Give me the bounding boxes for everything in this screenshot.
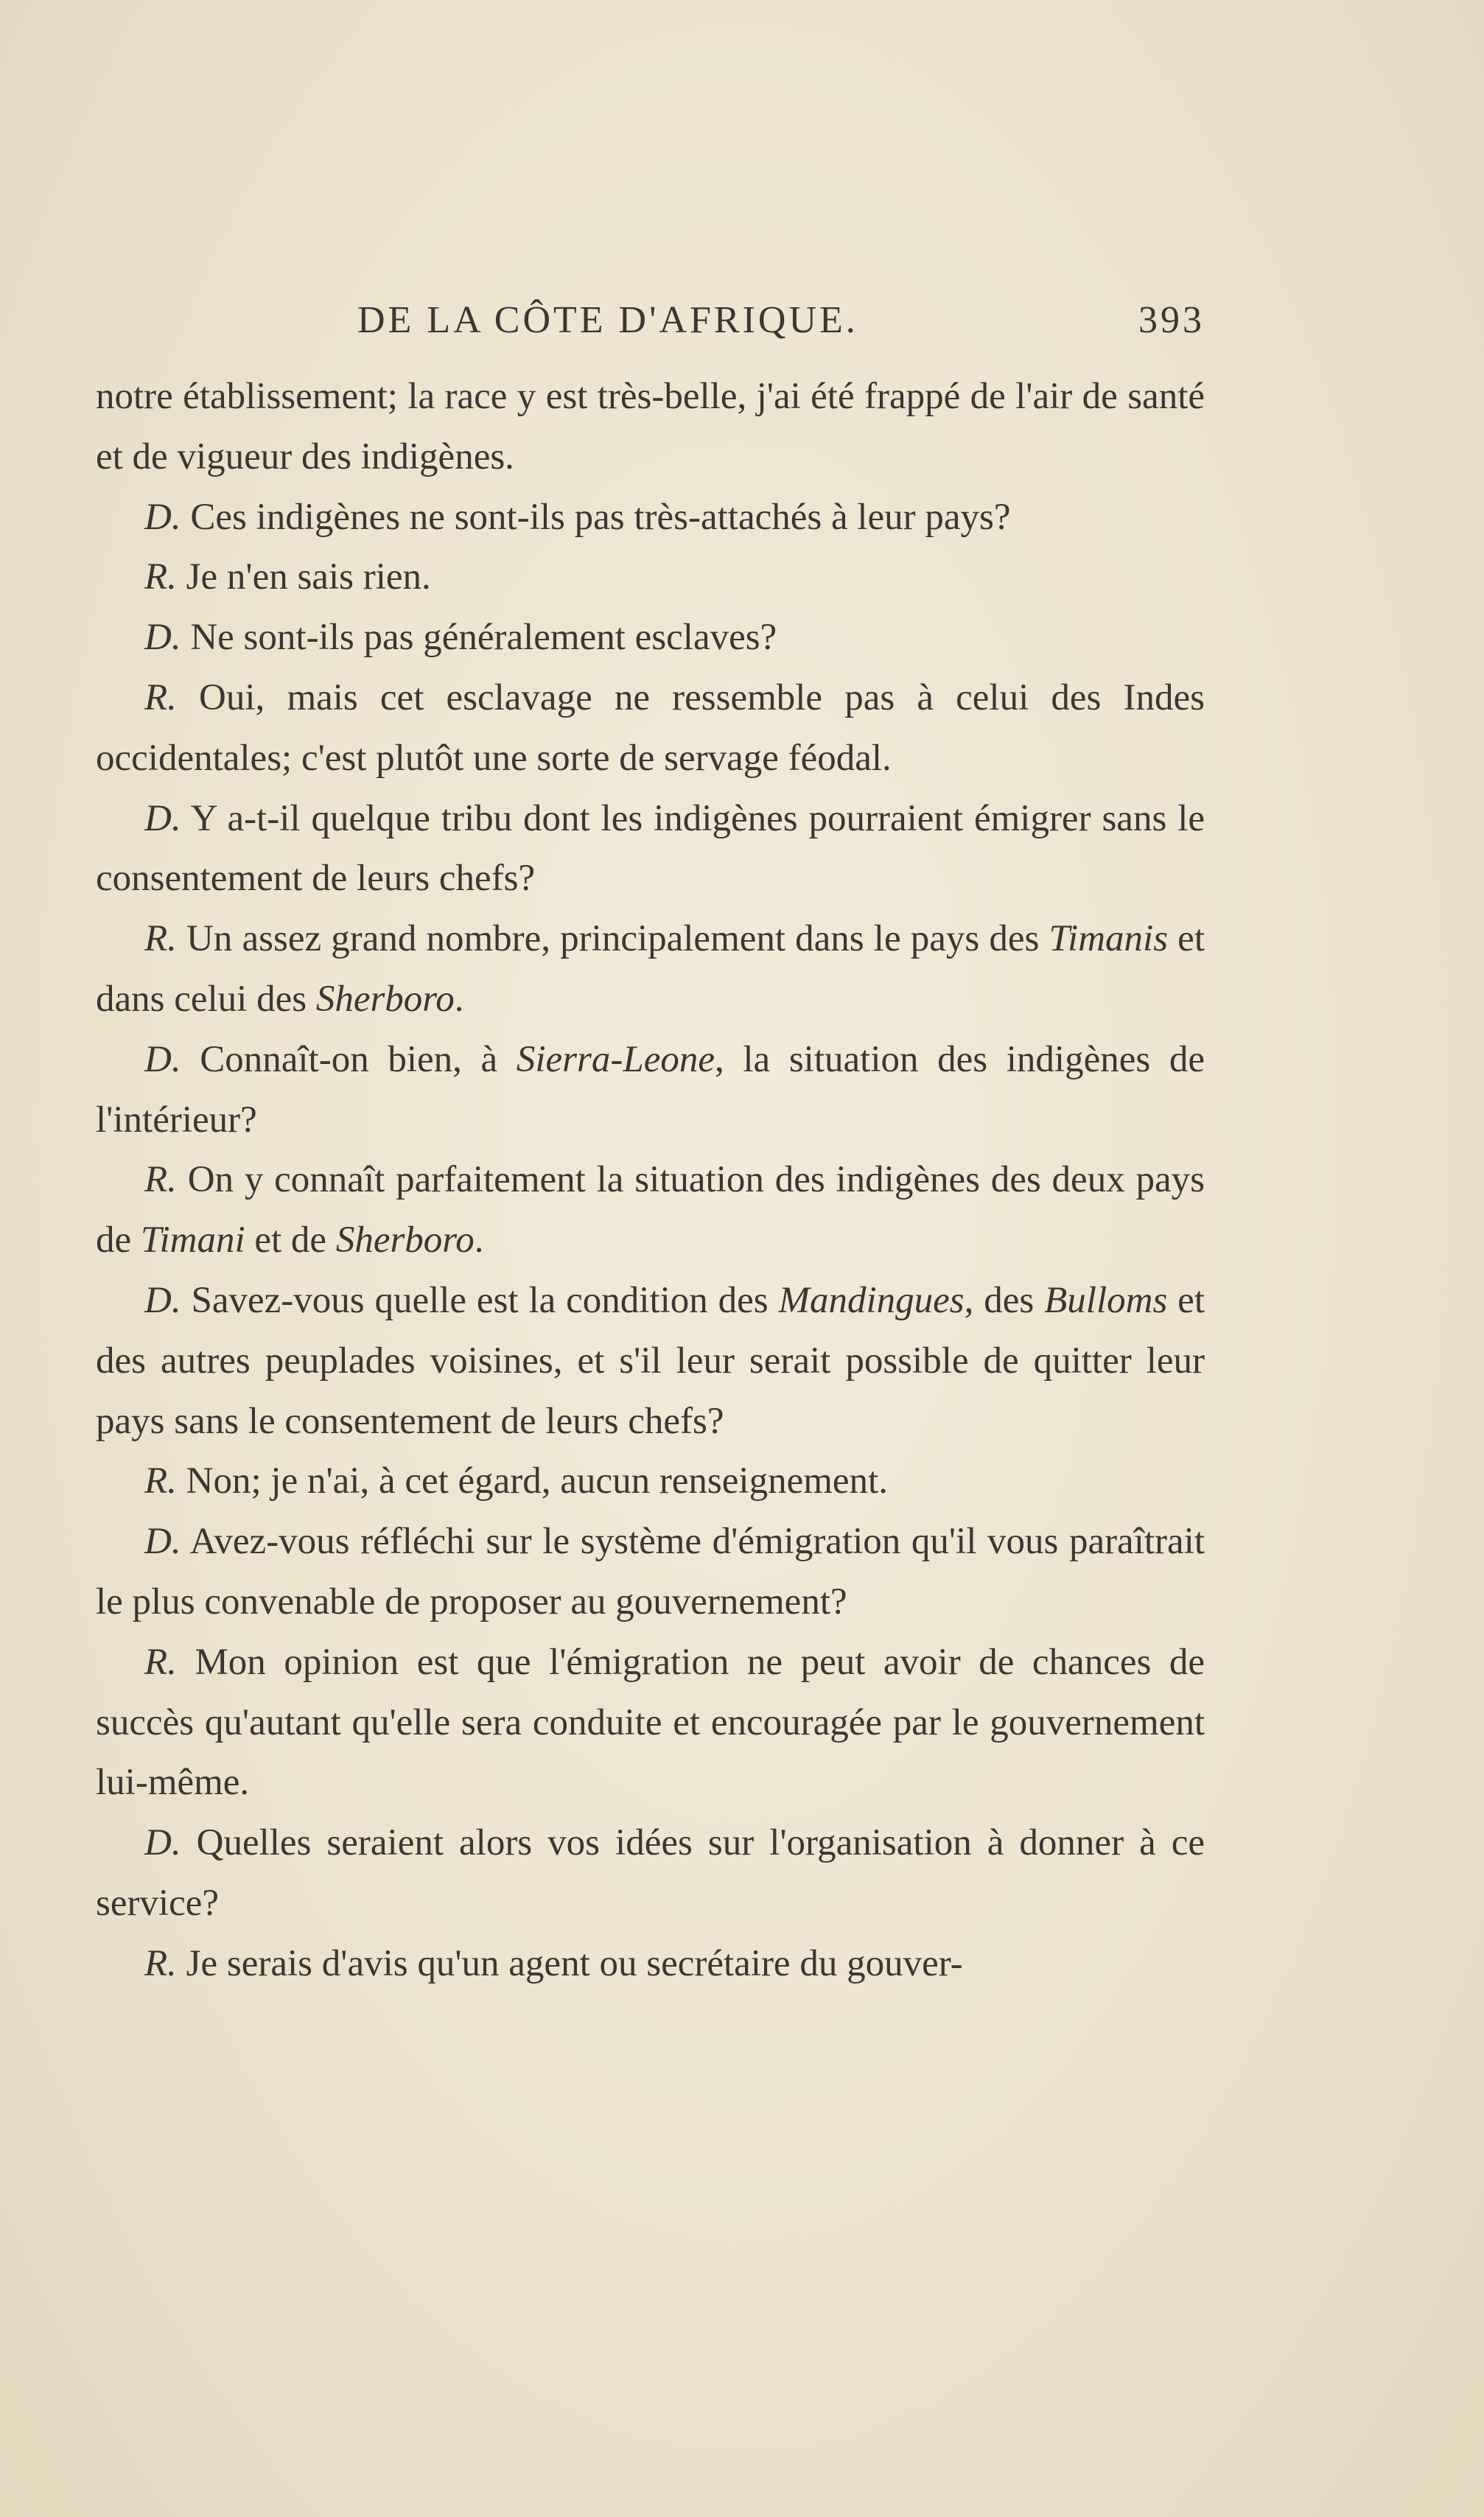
text-run: Y a-t-il quelque tribu dont les indigènes pourraient émigrer sans le consentement de leurs chefs?	[96, 797, 1205, 900]
text-run: Oui, mais cet esclavage ne ressemble pas à celui des Indes occidentales; c'est plutôt une sorte de servage féodal.	[96, 676, 1205, 779]
text-run: et de	[245, 1219, 336, 1261]
speaker-label: R.	[144, 676, 177, 718]
paragraph	[96, 1934, 1205, 1995]
speaker-label: R.	[144, 1641, 177, 1683]
text-run: Un assez grand nombre, principalement dans le pays des	[176, 918, 1049, 960]
paragraph	[96, 547, 1205, 608]
paragraph	[96, 367, 1205, 488]
paragraph	[96, 1030, 1205, 1151]
text-run: notre établissement; la race y est très-belle, j'ai été frappé de l'air de santé et de vigueur des indigènes.	[96, 376, 1205, 477]
text-run: .	[454, 978, 464, 1020]
italic-text: Sherboro	[315, 978, 455, 1020]
paragraph	[96, 1150, 1205, 1271]
speaker-label: D.	[144, 1279, 181, 1321]
speaker-label: D.	[144, 1038, 181, 1080]
italic-text: Timanis	[1049, 918, 1169, 960]
text-run: Quelles seraient alors vos idées sur l'organisation à donner à ce service?	[96, 1822, 1205, 1924]
speaker-label: D.	[144, 1822, 181, 1864]
italic-text: Mandingues	[778, 1279, 965, 1321]
running-header	[96, 291, 1205, 350]
running-title: DE LA CÔTE D'AFRIQUE.	[357, 299, 858, 341]
text-run: , la situation des indigènes de l'intérieur?	[96, 1038, 1205, 1141]
italic-text: Sierra-Leone	[516, 1038, 715, 1080]
text-run: On y connaît parfaitement la situation des indigènes des deux pays de	[96, 1159, 1205, 1261]
text-run: Mon opinion est que l'émigration ne peut avoir de chances de succès qu'autant qu'elle sera conduite et encouragée par le gouvernement lui-même.	[96, 1641, 1205, 1804]
text-run: Non; je n'ai, à cet égard, aucun renseignement.	[176, 1460, 888, 1502]
italic-text: Timani	[140, 1219, 245, 1261]
paragraph	[96, 1452, 1205, 1512]
text-run: Ces indigènes ne sont-ils pas très-attachés à leur pays?	[181, 496, 1011, 538]
speaker-label: R.	[144, 1942, 177, 1984]
text-run: et des autres peuplades voisines, et s'il leur serait possible de quitter leur pays sans le consentement de leurs chefs?	[96, 1279, 1205, 1442]
paragraph	[96, 909, 1205, 1030]
page-number: 393	[1138, 299, 1205, 341]
italic-text: Bulloms	[1044, 1279, 1168, 1321]
speaker-label: D.	[144, 1521, 181, 1563]
speaker-label: R.	[144, 1460, 177, 1502]
paragraph	[96, 668, 1205, 789]
paragraph	[96, 789, 1205, 910]
text-run: et dans celui des	[96, 918, 1205, 1020]
paragraph	[96, 488, 1205, 548]
paragraph	[96, 1271, 1205, 1452]
paragraph	[96, 1512, 1205, 1633]
speaker-label: R.	[144, 918, 177, 960]
speaker-label: D.	[144, 797, 181, 839]
text-run: .	[474, 1219, 484, 1261]
speaker-label: R.	[144, 556, 177, 598]
paragraph	[96, 1633, 1205, 1813]
text-run: Savez-vous quelle est la condition des	[181, 1279, 779, 1321]
speaker-label: D.	[144, 617, 181, 659]
text-run: Je serais d'avis qu'un agent ou secrétaire du gouver-	[176, 1942, 963, 1984]
text-run: Je n'en sais rien.	[176, 556, 431, 598]
text-run: Ne sont-ils pas généralement esclaves?	[181, 617, 777, 659]
paragraph	[96, 608, 1205, 668]
italic-text: Sherboro	[335, 1219, 475, 1261]
text-run: , des	[964, 1279, 1045, 1321]
text-run: Connaît-on bien, à	[181, 1038, 517, 1080]
body-text	[96, 367, 1205, 1995]
paragraph	[96, 1813, 1205, 1934]
text-run: Avez-vous réfléchi sur le système d'émigration qu'il vous paraîtrait le plus convenable de proposer au gouvernement?	[96, 1521, 1205, 1622]
speaker-label: R.	[144, 1159, 177, 1201]
speaker-label: D.	[144, 496, 181, 538]
